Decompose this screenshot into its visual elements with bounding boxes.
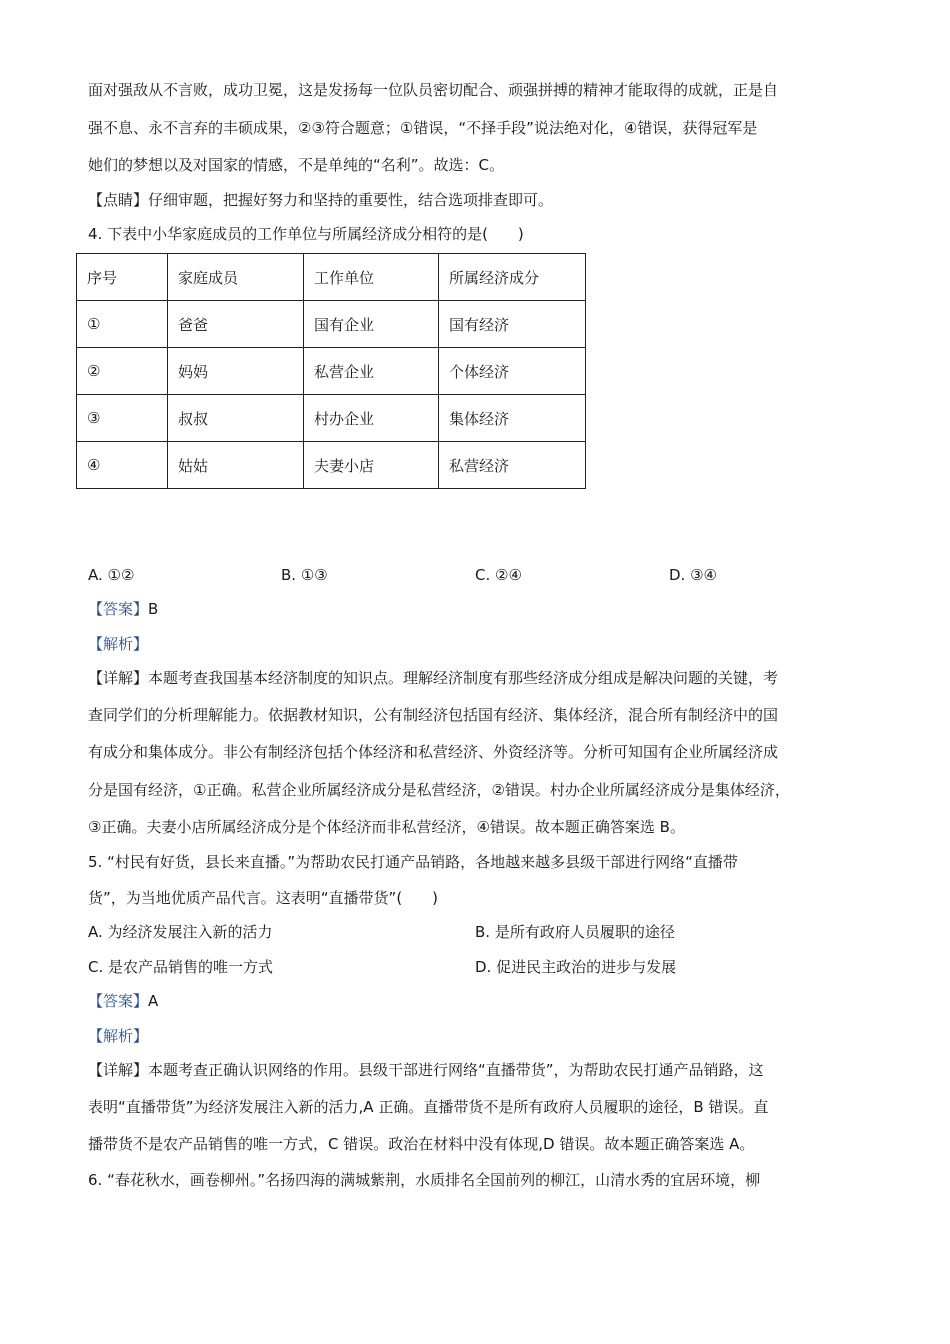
table-header-cell: 家庭成员 [168, 254, 304, 301]
q4-option-b: B. ①③ [281, 566, 328, 584]
q4-option-a: A. ①② [88, 566, 135, 584]
q5-option-d: D. 促进民主政治的进步与发展 [475, 958, 677, 976]
q4-answer [88, 599, 158, 619]
q4-option-c: C. ②④ [475, 566, 522, 584]
q5-option-b: B. 是所有政府人员履职的途径 [475, 923, 675, 941]
question-6-stem: 6. “春花秋水，画卷柳州。”名扬四海的满城紫荆，水质排名全国前列的柳江，山清水秀的宜居环境，柳 [88, 1171, 761, 1189]
table-cell: 村办企业 [304, 395, 439, 442]
question-5-stem: 货”，为当地优质产品代言。这表明“直播带货”( ) [88, 889, 439, 907]
q5-detail-line [88, 1060, 764, 1080]
table-header-cell: 工作单位 [304, 254, 439, 301]
question-4-stem: 4. 下表中小华家庭成员的工作单位与所属经济成分相符的是( ) [88, 225, 524, 243]
table-cell: ② [77, 348, 168, 395]
table-row [77, 395, 586, 442]
table-cell: 爸爸 [168, 301, 304, 348]
q5-option-a: A. 为经济发展注入新的活力 [88, 923, 273, 941]
detail-tag: 【详解】 [88, 1061, 149, 1079]
family-economy-table [76, 253, 586, 489]
answer-value: A [148, 992, 159, 1010]
table-cell: 集体经济 [439, 395, 586, 442]
q4-detail-line [88, 668, 778, 688]
table-cell: 国有企业 [304, 301, 439, 348]
table-cell: 妈妈 [168, 348, 304, 395]
table-cell: ① [77, 301, 168, 348]
text-line: 强不息、永不言弃的丰硕成果，②③符合题意；①错误，“不择手段”说法绝对化，④错误，获得冠军是 [88, 119, 758, 137]
table-cell: ③ [77, 395, 168, 442]
q4-detail-line: ③正确。夫妻小店所属经济成分是个体经济而非私营经济，④错误。故本题正确答案选 B。 [88, 818, 685, 836]
table-cell: 姑姑 [168, 442, 304, 489]
answer-tag: 【答案】 [88, 992, 149, 1010]
table-cell: 私营经济 [439, 442, 586, 489]
table-header-cell: 所属经济成分 [439, 254, 586, 301]
detail-text: 本题考查正确认识网络的作用。县级干部进行网络“直播带货”，为帮助农民打通产品销路，这 [148, 1061, 764, 1079]
table-cell: 私营企业 [304, 348, 439, 395]
q4-detail-line: 查同学们的分析理解能力。依据教材知识，公有制经济包括国有经济、集体经济，混合所有制经济中的国 [88, 706, 779, 724]
q4-option-d: D. ③④ [669, 566, 717, 584]
q5-answer [88, 991, 158, 1011]
q5-option-c: C. 是农产品销售的唯一方式 [88, 958, 274, 976]
answer-tag: 【答案】 [88, 600, 149, 618]
table-cell: 叔叔 [168, 395, 304, 442]
question-5-stem: 5. “村民有好货，县长来直播。”为帮助农民打通产品销路，各地越来越多县级干部进行网络“直播带 [88, 853, 738, 871]
table-row [77, 442, 586, 489]
table-header-cell: 序号 [77, 254, 168, 301]
detail-tag: 【详解】 [88, 669, 149, 687]
q5-detail-line: 表明“直播带货”为经济发展注入新的活力,A 正确。直播带货不是所有政府人员履职的途径，B 错误。直 [88, 1098, 769, 1116]
answer-value: B [148, 600, 159, 618]
detail-text: 本题考查我国基本经济制度的知识点。理解经济制度有那些经济成分组成是解决问题的关键，考 [148, 669, 779, 687]
q4-detail-line: 分是国有经济，①正确。私营企业所属经济成分是私营经济，②错误。村办企业所属经济成分是集体经济， [88, 781, 790, 799]
table-row [77, 301, 586, 348]
table-row [77, 348, 586, 395]
text-line: 她们的梦想以及对国家的情感，不是单纯的“名利”。故选：C。 [88, 156, 505, 174]
table-cell: 国有经济 [439, 301, 586, 348]
q4-analysis-tag: 【解析】 [88, 635, 149, 653]
text-line: 面对强敌从不言败，成功卫冕，这是发扬每一位队员密切配合、顽强拼搏的精神才能取得的成就，正是自 [88, 81, 779, 99]
q5-detail-line: 播带货不是农产品销售的唯一方式，C 错误。政治在材料中没有体现,D 错误。故本题正确答案选 A。 [88, 1135, 755, 1153]
table-cell: ④ [77, 442, 168, 489]
table-cell: 个体经济 [439, 348, 586, 395]
table-header-row [77, 254, 586, 301]
q5-analysis-tag: 【解析】 [88, 1027, 149, 1045]
table-cell: 夫妻小店 [304, 442, 439, 489]
q4-detail-line: 有成分和集体成分。非公有制经济包括个体经济和私营经济、外资经济等。分析可知国有企业所属经济成 [88, 743, 779, 761]
text-line: 【点睛】仔细审题，把握好努力和坚持的重要性，结合选项排查即可。 [88, 191, 554, 209]
